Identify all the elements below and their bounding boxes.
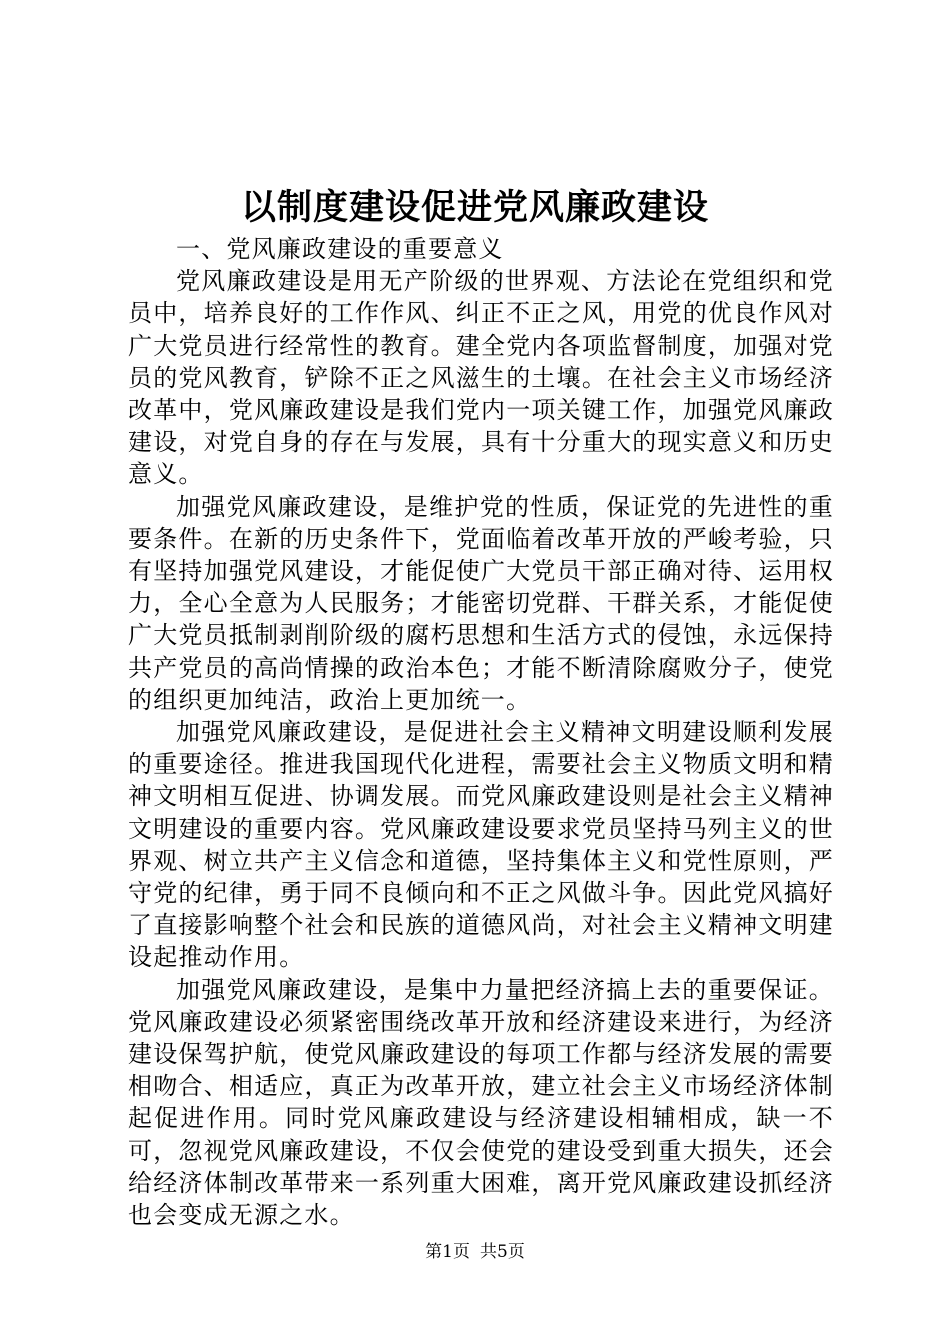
paragraph-4: 加强党风廉政建设，是集中力量把经济搞上去的重要保证。党风廉政建设必须紧密围绕改革开放和经济建设来进行，为经济建设保驾护航，使党风廉政建设的每项工作都与经济发展的需要相吻合、相适应，真正为改革开放，建立社会主义市场经济体制起促进作用。同时党风廉政建设与经济建设相辅相成，缺一不可，忽视党风廉政建设，不仅会使党的建设受到重大损失，还会给经济体制改革带来一系列重大困难，离开党风廉政建设抓经济也会变成无源之水。 [128, 975, 834, 1230]
page-footer [0, 1240, 950, 1264]
paragraph-3: 加强党风廉政建设，是促进社会主义精神文明建设顺利发展的重要途径。推进我国现代化进程，需要社会主义物质文明和精神文明相互促进、协调发展。而党风廉政建设则是社会主义精神文明建设的重要内容。党风廉政建设要求党员坚持马列主义的世界观、树立共产主义信念和道德，坚持集体主义和党性原则，严守党的纪律，勇于同不良倾向和不正之风做斗争。因此党风搞好了直接影响整个社会和民族的道德风尚，对社会主义精神文明建设起推动作用。 [128, 718, 834, 972]
document-title: 以制度建设促进党风廉政建设 [240, 187, 709, 228]
page-number: 第1页 [425, 1242, 470, 1262]
page-total: 共5页 [480, 1242, 525, 1262]
paragraph-1: 党风廉政建设是用无产阶级的世界观、方法论在党组织和党员中，培养良好的工作作风、纠正不正之风，用党的优良作风对广大党员进行经常性的教育。建全党内各项监督制度，加强对党员的党风教育，铲除不正之风滋生的土壤。在社会主义市场经济改革中，党风廉政建设是我们党内一项关键工作，加强党风廉政建设，对党自身的存在与发展，具有十分重大的现实意义和历史意义。 [128, 267, 834, 489]
section-heading: 一、党风廉政建设的重要意义 [176, 235, 504, 263]
paragraph-2: 加强党风廉政建设，是维护党的性质，保证党的先进性的重要条件。在新的历史条件下，党面临着改革开放的严峻考验，只有坚持加强党风建设，才能促使广大党员干部正确对待、运用权力，全心全意为人民服务；才能密切党群、干群关系，才能促使广大党员抵制剥削阶级的腐朽思想和生活方式的侵蚀，永远保持共产党员的高尚情操的政治本色；才能不断清除腐败分子，使党的组织更加纯洁，政治上更加统一。 [128, 492, 834, 714]
document-body [128, 233, 834, 1231]
